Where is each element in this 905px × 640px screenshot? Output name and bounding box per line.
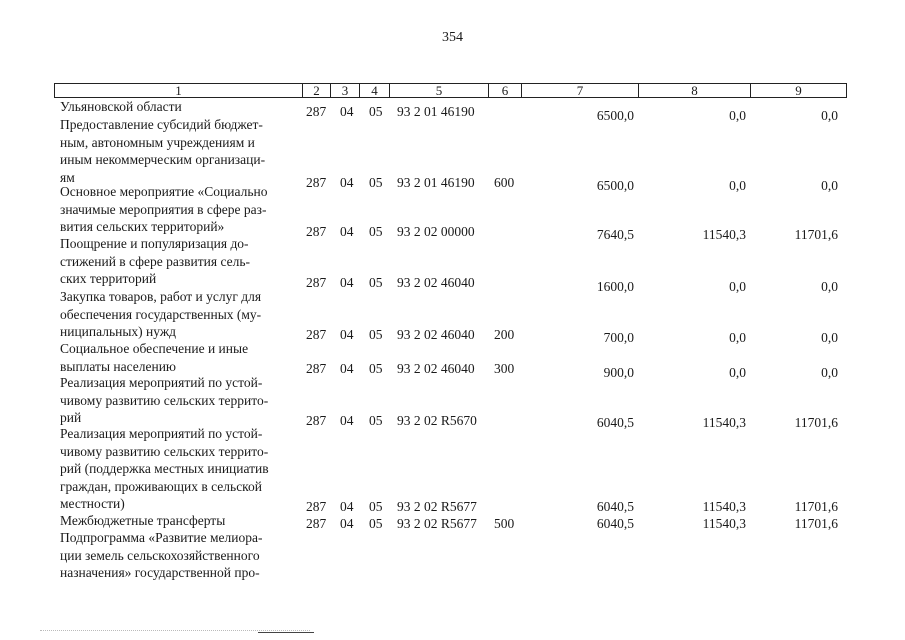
description-line: выплаты населению xyxy=(60,358,177,374)
cell-c7: 6500,0 xyxy=(596,108,634,123)
description-line: Реализация мероприятий по устой- xyxy=(60,375,263,390)
description-line: рий (поддержка местных инициатив xyxy=(60,461,269,476)
cell-c8: 11540,3 xyxy=(702,227,746,242)
cell-c7: 6040,5 xyxy=(596,499,634,514)
cell-c2: 287 xyxy=(306,327,327,342)
cell-c4: 05 xyxy=(369,224,383,239)
header-col-1: 1 xyxy=(175,83,182,98)
cell-c7: 700,0 xyxy=(603,330,634,345)
row-description xyxy=(60,374,294,427)
table-header-row xyxy=(54,83,847,98)
row-description xyxy=(60,183,294,236)
cell-c7: 7640,5 xyxy=(596,227,634,242)
row-description xyxy=(60,98,294,116)
cell-c5: 93 2 02 R5677 xyxy=(397,516,477,531)
cell-c5: 93 2 02 R5677 xyxy=(397,499,477,514)
description-line: Социальное обеспечение и иные xyxy=(60,341,249,356)
cell-c7: 6040,5 xyxy=(596,516,634,531)
description-line: Закупка товаров, работ и услуг для xyxy=(60,289,262,304)
cell-c2: 287 xyxy=(306,361,327,376)
cell-c8: 11540,3 xyxy=(702,499,746,514)
cell-c2: 287 xyxy=(306,224,327,239)
footer-rule xyxy=(258,632,314,633)
description-line: ниципальных) нужд xyxy=(60,324,177,339)
cell-c2: 287 xyxy=(306,104,327,119)
cell-c9: 0,0 xyxy=(821,279,838,294)
cell-c8: 0,0 xyxy=(729,330,746,345)
cell-c2: 287 xyxy=(306,275,327,290)
header-col-5: 5 xyxy=(389,84,488,97)
description-line: Предоставление субсидий бюджет- xyxy=(60,117,263,132)
description-line: местности) xyxy=(60,496,125,511)
cell-c8: 0,0 xyxy=(729,279,746,294)
cell-c9: 11701,6 xyxy=(794,499,838,514)
cell-c9: 11701,6 xyxy=(794,227,838,242)
cell-c7: 6500,0 xyxy=(596,178,634,193)
cell-c3: 04 xyxy=(340,499,354,514)
cell-c5: 93 2 02 46040 xyxy=(397,275,475,290)
cell-c3: 04 xyxy=(340,516,354,531)
cell-c4: 05 xyxy=(369,413,383,428)
cell-c4: 05 xyxy=(369,361,383,376)
description-line: значимые мероприятия в сфере раз- xyxy=(60,201,267,217)
description-line: Подпрограмма «Развитие мелиора- xyxy=(60,530,263,545)
row-description xyxy=(60,512,294,530)
cell-c4: 05 xyxy=(369,275,383,290)
header-col-6: 6 xyxy=(488,84,521,97)
description-line: обеспечения государственных (му- xyxy=(60,306,262,322)
row-description xyxy=(60,425,294,513)
cell-c5: 93 2 02 R5670 xyxy=(397,413,477,428)
row-description xyxy=(60,529,294,582)
cell-c3: 04 xyxy=(340,361,354,376)
cell-c3: 04 xyxy=(340,175,354,190)
page-number: 354 xyxy=(442,30,463,45)
cell-c5: 93 2 02 46040 xyxy=(397,327,475,342)
cell-c3: 04 xyxy=(340,224,354,239)
cell-c9: 0,0 xyxy=(821,330,838,345)
description-line: назначения» государственной про- xyxy=(60,565,260,580)
cell-c2: 287 xyxy=(306,175,327,190)
cell-c8: 0,0 xyxy=(729,178,746,193)
description-line: Реализация мероприятий по устой- xyxy=(60,426,263,441)
cell-c5: 93 2 01 46190 xyxy=(397,104,475,119)
header-col-8: 8 xyxy=(638,84,750,97)
cell-c9: 11701,6 xyxy=(794,516,838,531)
description-line: вития сельских территорий» xyxy=(60,219,225,234)
description-line: стижений в сфере развития сель- xyxy=(60,253,250,269)
row-description xyxy=(60,235,294,288)
cell-c4: 05 xyxy=(369,327,383,342)
cell-c8: 11540,3 xyxy=(702,415,746,430)
description-line: Межбюджетные трансферты xyxy=(60,513,226,528)
cell-c2: 287 xyxy=(306,413,327,428)
cell-c7: 1600,0 xyxy=(596,279,634,294)
cell-c5: 93 2 02 46040 xyxy=(397,361,475,376)
cell-c2: 287 xyxy=(306,499,327,514)
row-description xyxy=(60,116,294,186)
cell-c9: 11701,6 xyxy=(794,415,838,430)
cell-c9: 0,0 xyxy=(821,108,838,123)
row-description xyxy=(60,340,294,375)
cell-c3: 04 xyxy=(340,275,354,290)
cell-c5: 93 2 01 46190 xyxy=(397,175,475,190)
header-col-3: 3 xyxy=(330,84,359,97)
cell-c6: 200 xyxy=(494,327,515,342)
description-line: Основное мероприятие «Социально xyxy=(60,184,268,199)
description-line: иным некоммерческим организаци- xyxy=(60,152,266,167)
cell-c4: 05 xyxy=(369,516,383,531)
description-line: Поощрение и популяризация до- xyxy=(60,236,249,251)
header-col-7: 7 xyxy=(521,84,638,97)
cell-c8: 0,0 xyxy=(729,365,746,380)
description-line: ции земель сельскохозяйственного xyxy=(60,547,260,563)
description-line: граждан, проживающих в сельской xyxy=(60,478,263,494)
cell-c4: 05 xyxy=(369,499,383,514)
cell-c4: 05 xyxy=(369,175,383,190)
cell-c6: 600 xyxy=(494,175,515,190)
cell-c7: 900,0 xyxy=(603,365,634,380)
description-line: ным, автономным учреждениям и xyxy=(60,134,255,150)
cell-c6: 500 xyxy=(494,516,515,531)
cell-c7: 6040,5 xyxy=(596,415,634,430)
cell-c3: 04 xyxy=(340,104,354,119)
description-line: чивому развитию сельских террито- xyxy=(60,392,269,408)
cell-c8: 11540,3 xyxy=(702,516,746,531)
header-col-2: 2 xyxy=(302,84,330,97)
header-col-4: 4 xyxy=(359,84,389,97)
cell-c9: 0,0 xyxy=(821,365,838,380)
description-line: ям xyxy=(60,169,75,185)
cell-c6: 300 xyxy=(494,361,515,376)
cell-c8: 0,0 xyxy=(729,108,746,123)
cell-c3: 04 xyxy=(340,413,354,428)
description-line: чивому развитию сельских террито- xyxy=(60,443,269,459)
cell-c3: 04 xyxy=(340,327,354,342)
cell-c5: 93 2 02 00000 xyxy=(397,224,475,239)
cell-c9: 0,0 xyxy=(821,178,838,193)
cell-c2: 287 xyxy=(306,516,327,531)
description-line: рий xyxy=(60,410,82,425)
description-line: Ульяновской области xyxy=(60,99,182,114)
description-line: ских территорий xyxy=(60,271,157,286)
row-description xyxy=(60,288,294,341)
cell-c4: 05 xyxy=(369,104,383,119)
header-col-9: 9 xyxy=(750,84,846,97)
